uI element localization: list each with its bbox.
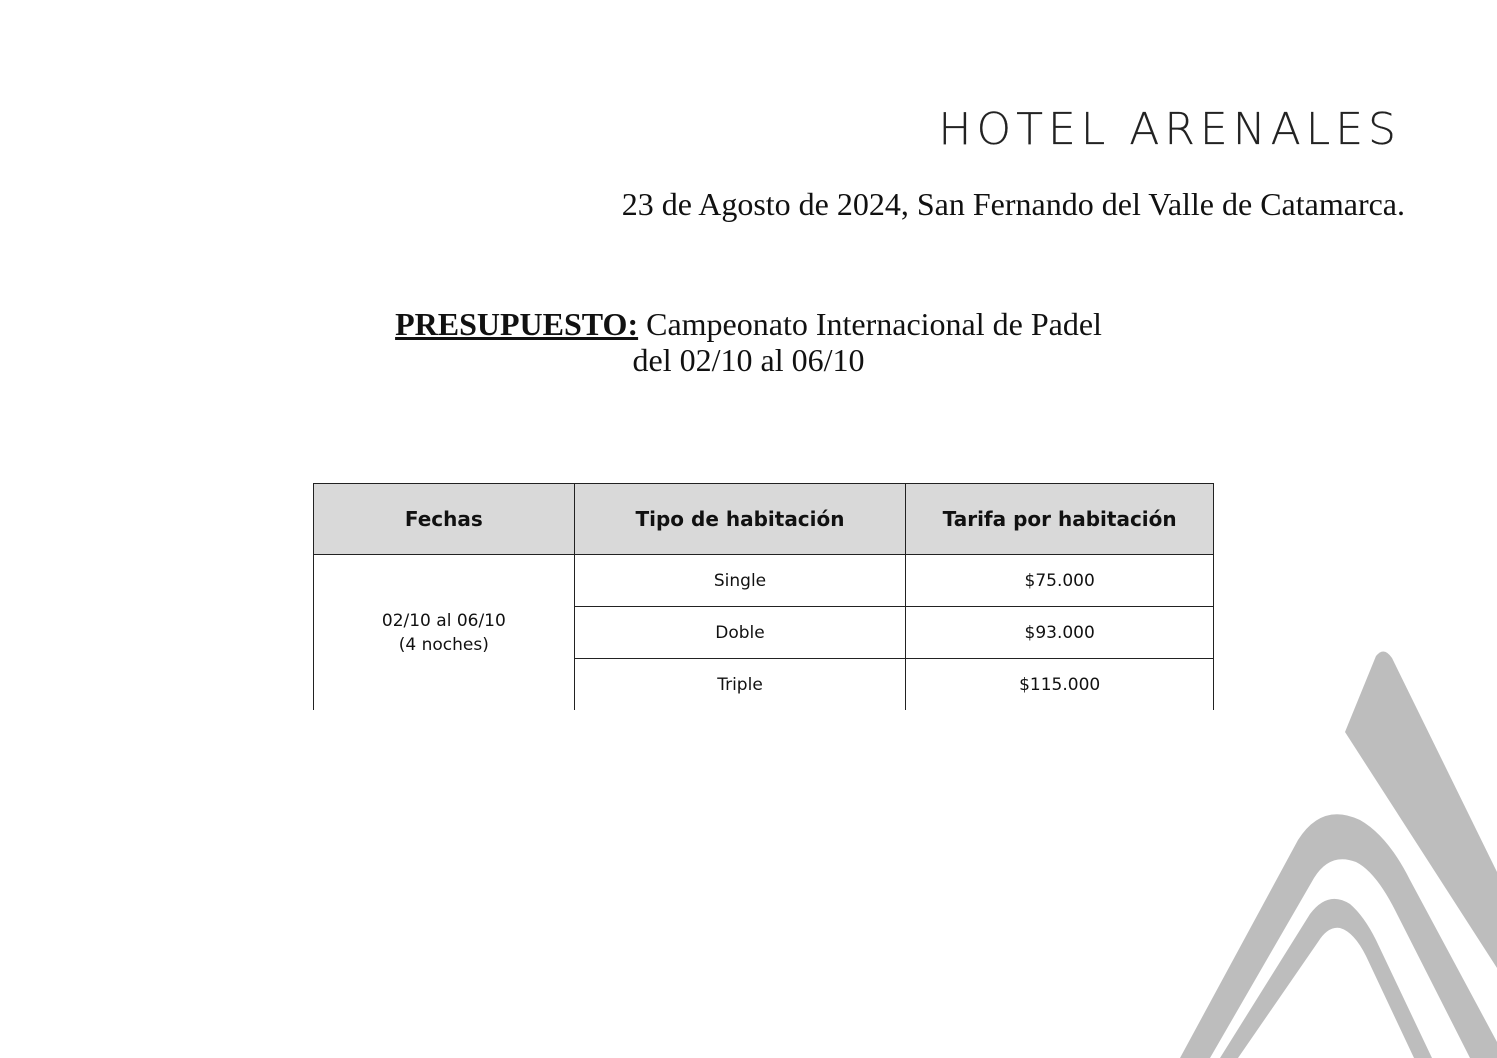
- rate-cell: $75.000: [906, 555, 1214, 607]
- room-type-cell: Triple: [574, 659, 906, 711]
- rates-table-header-row: [314, 484, 1214, 555]
- stay-date-range: 02/10 al 06/10: [381, 610, 506, 631]
- rates-table: [313, 483, 1214, 710]
- budget-label: PRESUPUESTO:: [395, 306, 639, 342]
- room-type-cell: Single: [574, 555, 906, 607]
- mountain-waves-logo-icon: [1170, 650, 1497, 1058]
- event-name: Campeonato Internacional de Padel: [638, 306, 1102, 342]
- column-header-dates: Fechas: [314, 484, 575, 555]
- budget-title-line: [0, 306, 1497, 342]
- column-header-rate: Tarifa por habitación: [906, 484, 1214, 555]
- budget-heading: [0, 306, 1497, 378]
- table-row: [314, 555, 1214, 607]
- stay-period-cell: [314, 555, 575, 711]
- hotel-brand-name: HOTEL ARENALES: [938, 104, 1401, 155]
- stay-nights: (4 noches): [398, 634, 489, 655]
- column-header-room-type: Tipo de habitación: [574, 484, 906, 555]
- document-date-location: 23 de Agosto de 2024, San Fernando del Valle de Catamarca.: [621, 186, 1405, 222]
- rate-cell: $115.000: [906, 659, 1214, 711]
- rate-cell: $93.000: [906, 607, 1214, 659]
- event-dates: del 02/10 al 06/10: [632, 342, 865, 378]
- room-type-cell: Doble: [574, 607, 906, 659]
